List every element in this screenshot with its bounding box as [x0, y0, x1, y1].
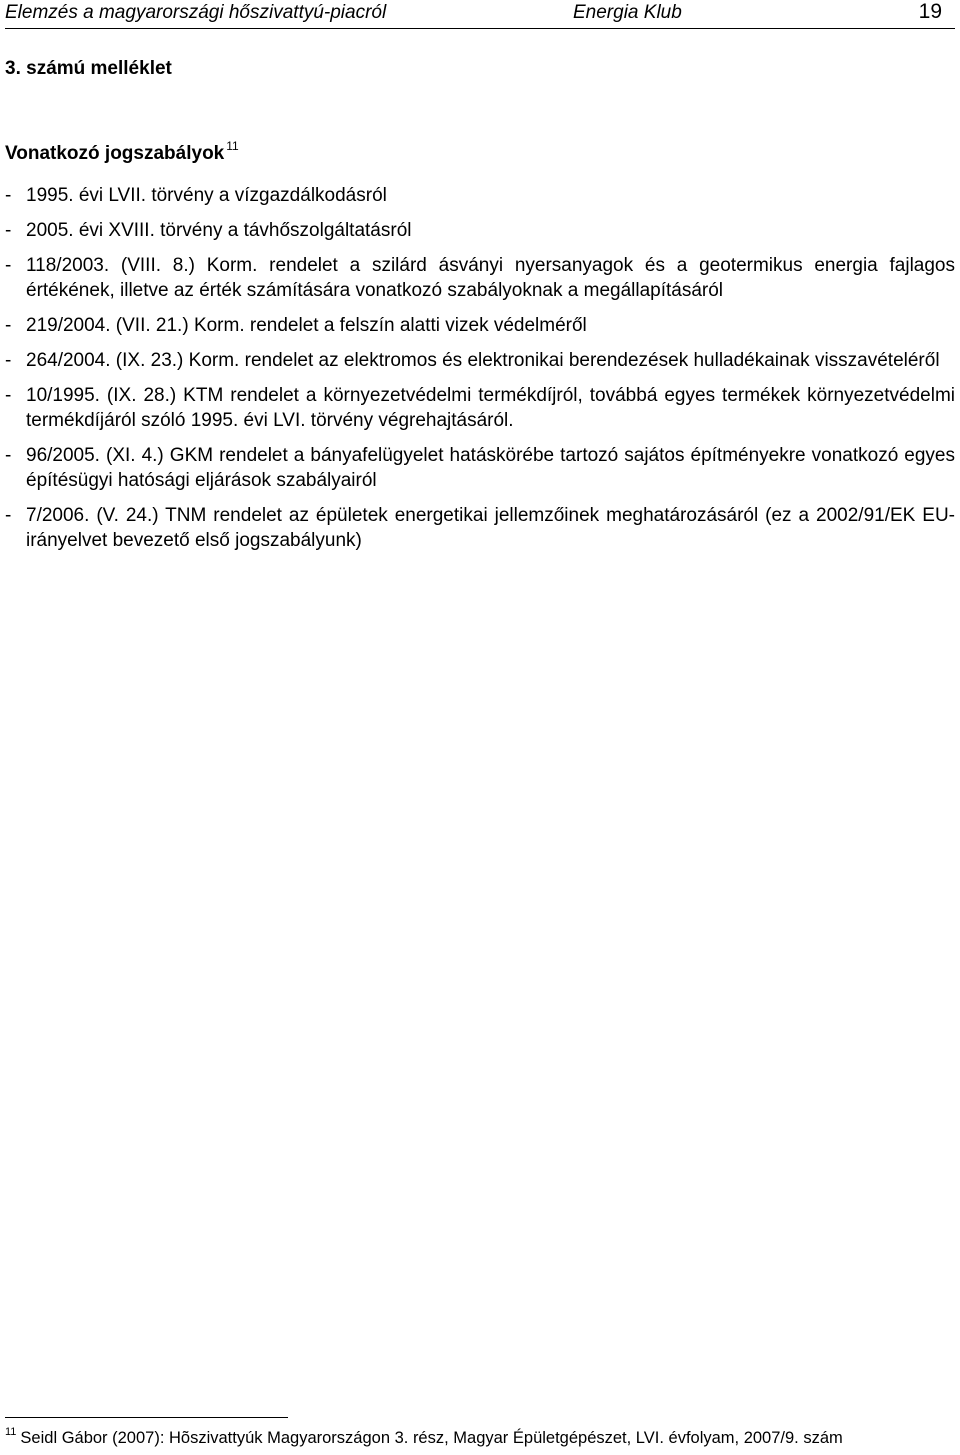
list-dash: - [5, 445, 12, 466]
list-item [5, 313, 955, 338]
list-item [5, 383, 955, 433]
list-dash: - [5, 315, 12, 336]
list-dash: - [5, 220, 12, 241]
list-dash: - [5, 185, 12, 206]
list-item-text: 10/1995. (IX. 28.) KTM rendelet a környezetvédelmi termékdíjról, továbbá egyes termékek környezetvédelmi termékdíjáról szóló 1995. évi LVI. törvény végrehajtásáról. [26, 385, 955, 431]
list-dash: - [5, 385, 12, 406]
list-item [5, 348, 955, 373]
list-item-text: 118/2003. (VIII. 8.) Korm. rendelet a szilárd ásványi nyersanyagok és a geotermikus energia fajlagos értékének, illetve az érték számítására vonatkozó szabályoknak a megállapításáról [26, 255, 955, 301]
list-dash: - [5, 350, 12, 371]
page-number: 19 [918, 0, 942, 23]
footnote-separator [5, 1417, 288, 1418]
page-header [5, 0, 955, 29]
list-item-text: 264/2004. (IX. 23.) Korm. rendelet az elektromos és elektronikai berendezések hulladékainak visszavételéről [26, 350, 940, 371]
footnote-text: Seidl Gábor (2007): Hõszivattyúk Magyarországon 3. rész, Magyar Épületgépészet, LVI. évfolyam, 2007/9. szám [20, 1429, 843, 1447]
header-title: Elemzés a magyarországi hőszivattyú-piacról [5, 2, 387, 23]
list-item [5, 218, 955, 243]
footnote [5, 1426, 843, 1448]
section-heading-text: Vonatkozó jogszabályok [5, 143, 225, 164]
list-dash: - [5, 255, 12, 276]
list-dash: - [5, 505, 12, 526]
list-item [5, 503, 955, 553]
list-item-text: 7/2006. (V. 24.) TNM rendelet az épületek energetikai jellemzőinek meghatározásáról (ez a 2002/91/EK EU-irányelvet bevezető első jogszabályunk) [26, 505, 955, 551]
footnote-reference: 11 [226, 139, 239, 153]
list-item-text: 219/2004. (VII. 21.) Korm. rendelet a felszín alatti vizek védelméről [26, 315, 587, 336]
list-item-text: 2005. évi XVIII. törvény a távhőszolgáltatásról [26, 220, 412, 241]
list-item [5, 183, 955, 208]
section-heading [5, 139, 239, 165]
document-page [5, 0, 955, 1455]
list-item [5, 443, 955, 493]
footnote-number: 11 [5, 1426, 17, 1438]
laws-list [5, 183, 955, 553]
annex-title: 3. számú melléklet [5, 58, 172, 79]
list-item-text: 96/2005. (XI. 4.) GKM rendelet a bányafelügyelet hatáskörébe tartozó sajátos építményekre vonatkozó egyes építésügyi hatósági eljárások szabályairól [26, 445, 955, 491]
list-item [5, 253, 955, 303]
list-item-text: 1995. évi LVII. törvény a vízgazdálkodásról [26, 185, 387, 206]
header-publisher: Energia Klub [573, 2, 682, 23]
